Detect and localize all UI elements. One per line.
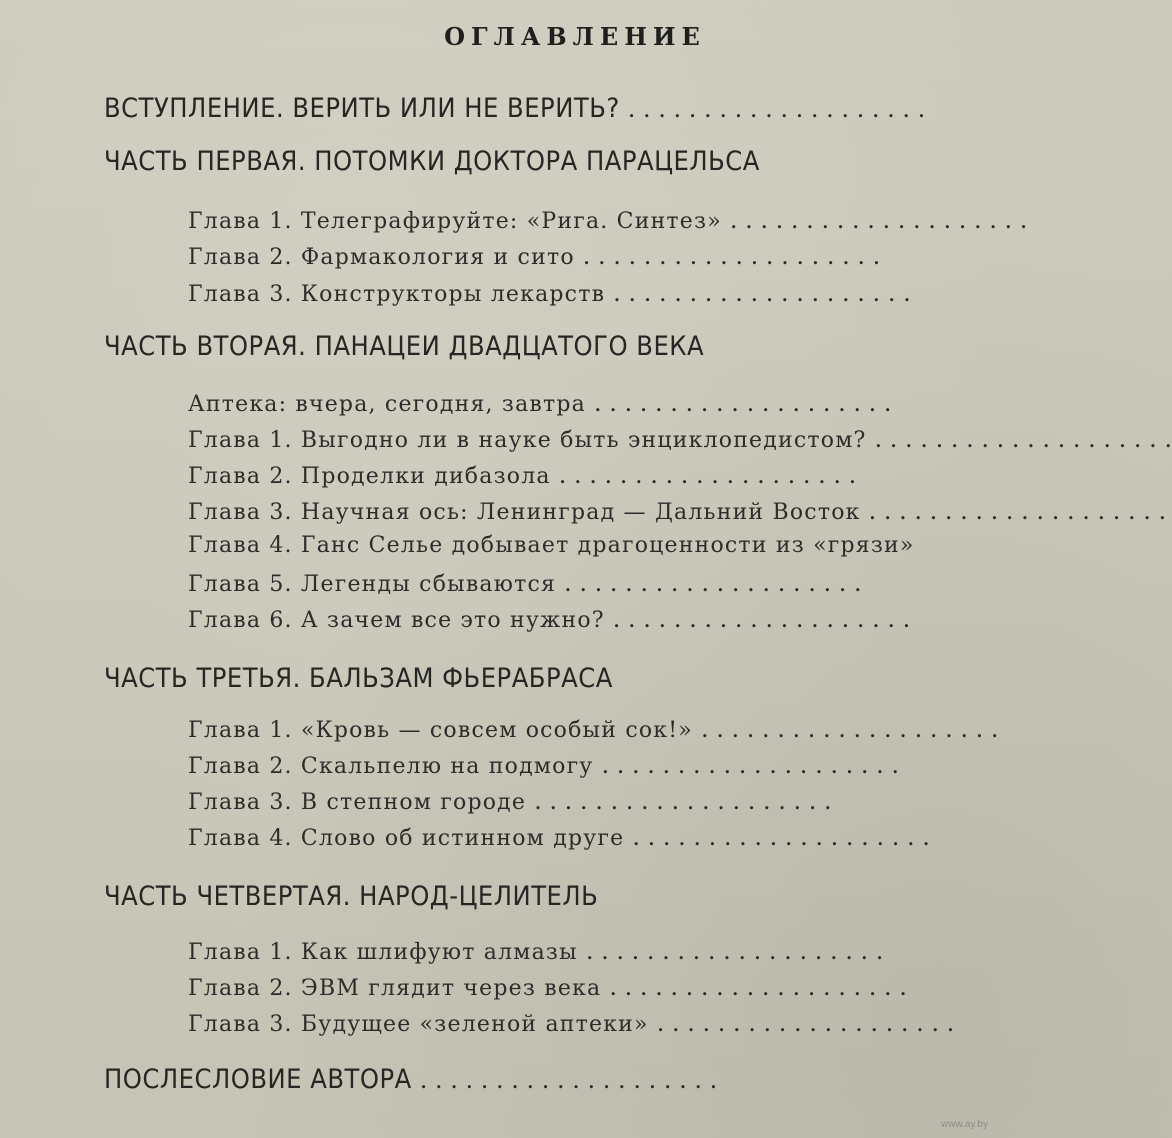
dot-leader: . . . . . . . . . . . . . . . . . . . . [632, 823, 930, 851]
dot-leader: . . . . . . . . . . . . . . . . . . . . [609, 973, 907, 1001]
entry-title: ЧАСТЬ ЧЕТВЕРТАЯ. НАРОД-ЦЕЛИТЕЛЬ [104, 881, 599, 912]
toc-chapter-entry [188, 605, 988, 633]
toc-chapter-entry [188, 497, 1167, 525]
toc-part-entry [104, 93, 988, 124]
entry-title: Глава 3. Конструкторы лекарств [188, 282, 606, 307]
dot-leader: . . . . . . . . . . . . . . . . . . . . [627, 95, 926, 123]
toc-part-entry [104, 331, 988, 362]
entry-title: Глава 1. Телеграфируйте: «Рига. Синтез» [188, 209, 722, 234]
dot-leader: . . . . . . . . . . . . . . . . . . . . [868, 497, 1167, 525]
entry-title: Глава 3. Будущее «зеленой аптеки» [188, 1012, 649, 1037]
entry-title: ЧАСТЬ ТРЕТЬЯ. БАЛЬЗАМ ФЬЕРАБРАСА [104, 663, 613, 694]
dot-leader: . . . . . . . . . . . . . . . . . . . . [612, 605, 911, 633]
dot-leader: . . . . . . . . . . . . . . . . . . . . [656, 1009, 955, 1037]
entry-title: Глава 1. Как шлифуют алмазы [188, 940, 578, 965]
dot-leader: . . . . . . . . . . . . . . . . . . . . [874, 425, 1172, 453]
watermark: www.ay.by [940, 1119, 988, 1130]
toc-part-entry [104, 146, 988, 177]
entry-title: ЧАСТЬ ВТОРАЯ. ПАНАЦЕИ ДВАДЦАТОГО ВЕКА [104, 331, 705, 362]
dot-leader: . . . . . . . . . . . . . . . . . . . . [613, 279, 911, 307]
toc-chapter-entry [188, 569, 988, 597]
toc-chapter-entry [188, 787, 988, 815]
dot-leader: . . . . . . . . . . . . . . . . . . . . [564, 569, 862, 597]
dot-leader: . . . . . . . . . . . . . . . . . . . . [534, 787, 832, 815]
entry-title: Глава 5. Легенды сбываются [188, 572, 557, 597]
entry-title: Глава 2. Скальпелю на подмогу [188, 754, 594, 779]
entry-title: Глава 2. ЭВМ глядит через века [188, 976, 602, 1001]
toc-title: ОГЛАВЛЕНИЕ [444, 22, 706, 51]
entry-title: Глава 1. «Кровь — совсем особый сок!» [188, 718, 693, 743]
toc-chapter-entry [188, 389, 988, 417]
toc-part-entry [104, 663, 988, 694]
toc-chapter-entry [188, 279, 988, 307]
dot-leader: . . . . . . . . . . . . . . . . . . . . [700, 715, 999, 743]
entry-title: Глава 4. Ганс Селье добывает драгоценности из «грязи» [188, 533, 915, 558]
entry-title: Глава 2. Проделки дибазола [188, 464, 551, 489]
entry-title: Глава 3. Научная ось: Ленинград — Дальний Восток [188, 500, 861, 525]
dot-leader: . . . . . . . . . . . . . . . . . . . . [558, 461, 857, 489]
toc-chapter-entry [188, 823, 988, 851]
toc-chapter-entry [188, 937, 988, 965]
dot-leader: . . . . . . . . . . . . . . . . . . . . [582, 242, 881, 270]
entry-title: ЧАСТЬ ПЕРВАЯ. ПОТОМКИ ДОКТОРА ПАРАЦЕЛЬСА [104, 146, 760, 177]
toc-chapter-entry [188, 973, 988, 1001]
entry-title: Глава 2. Фармакология и сито [188, 245, 575, 270]
dot-leader: . . . . . . . . . . . . . . . . . . . . [601, 751, 899, 779]
entry-title: Глава 6. А зачем все это нужно? [188, 608, 605, 633]
toc-chapter-entry [188, 425, 1172, 453]
entry-title: ПОСЛЕСЛОВИЕ АВТОРА [104, 1064, 412, 1095]
toc-chapter-entry [188, 242, 988, 270]
toc-chapter-entry [188, 751, 988, 779]
toc-chapter-entry [188, 206, 1028, 234]
toc-chapter-entry [188, 715, 999, 743]
toc-part-entry [104, 1064, 988, 1095]
toc-chapter-entry [188, 461, 988, 489]
dot-leader: . . . . . . . . . . . . . . . . . . . . [585, 937, 884, 965]
dot-leader: . . . . . . . . . . . . . . . . . . . . [729, 206, 1028, 234]
entry-title: Аптека: вчера, сегодня, завтра [188, 392, 586, 417]
dot-leader: . . . . . . . . . . . . . . . . . . . . [593, 389, 892, 417]
dot-leader: . . . . . . . . . . . . . . . . . . . . [419, 1066, 718, 1094]
toc-chapter-entry [188, 1009, 988, 1037]
toc-chapter-entry [188, 533, 988, 558]
entry-title: ВСТУПЛЕНИЕ. ВЕРИТЬ ИЛИ НЕ ВЕРИТЬ? [104, 93, 620, 124]
entry-title: Глава 1. Выгодно ли в науке быть энциклопедистом? [188, 428, 867, 453]
entry-title: Глава 3. В степном городе [188, 790, 527, 815]
toc-part-entry [104, 881, 988, 912]
entry-title: Глава 4. Слово об истинном друге [188, 826, 625, 851]
